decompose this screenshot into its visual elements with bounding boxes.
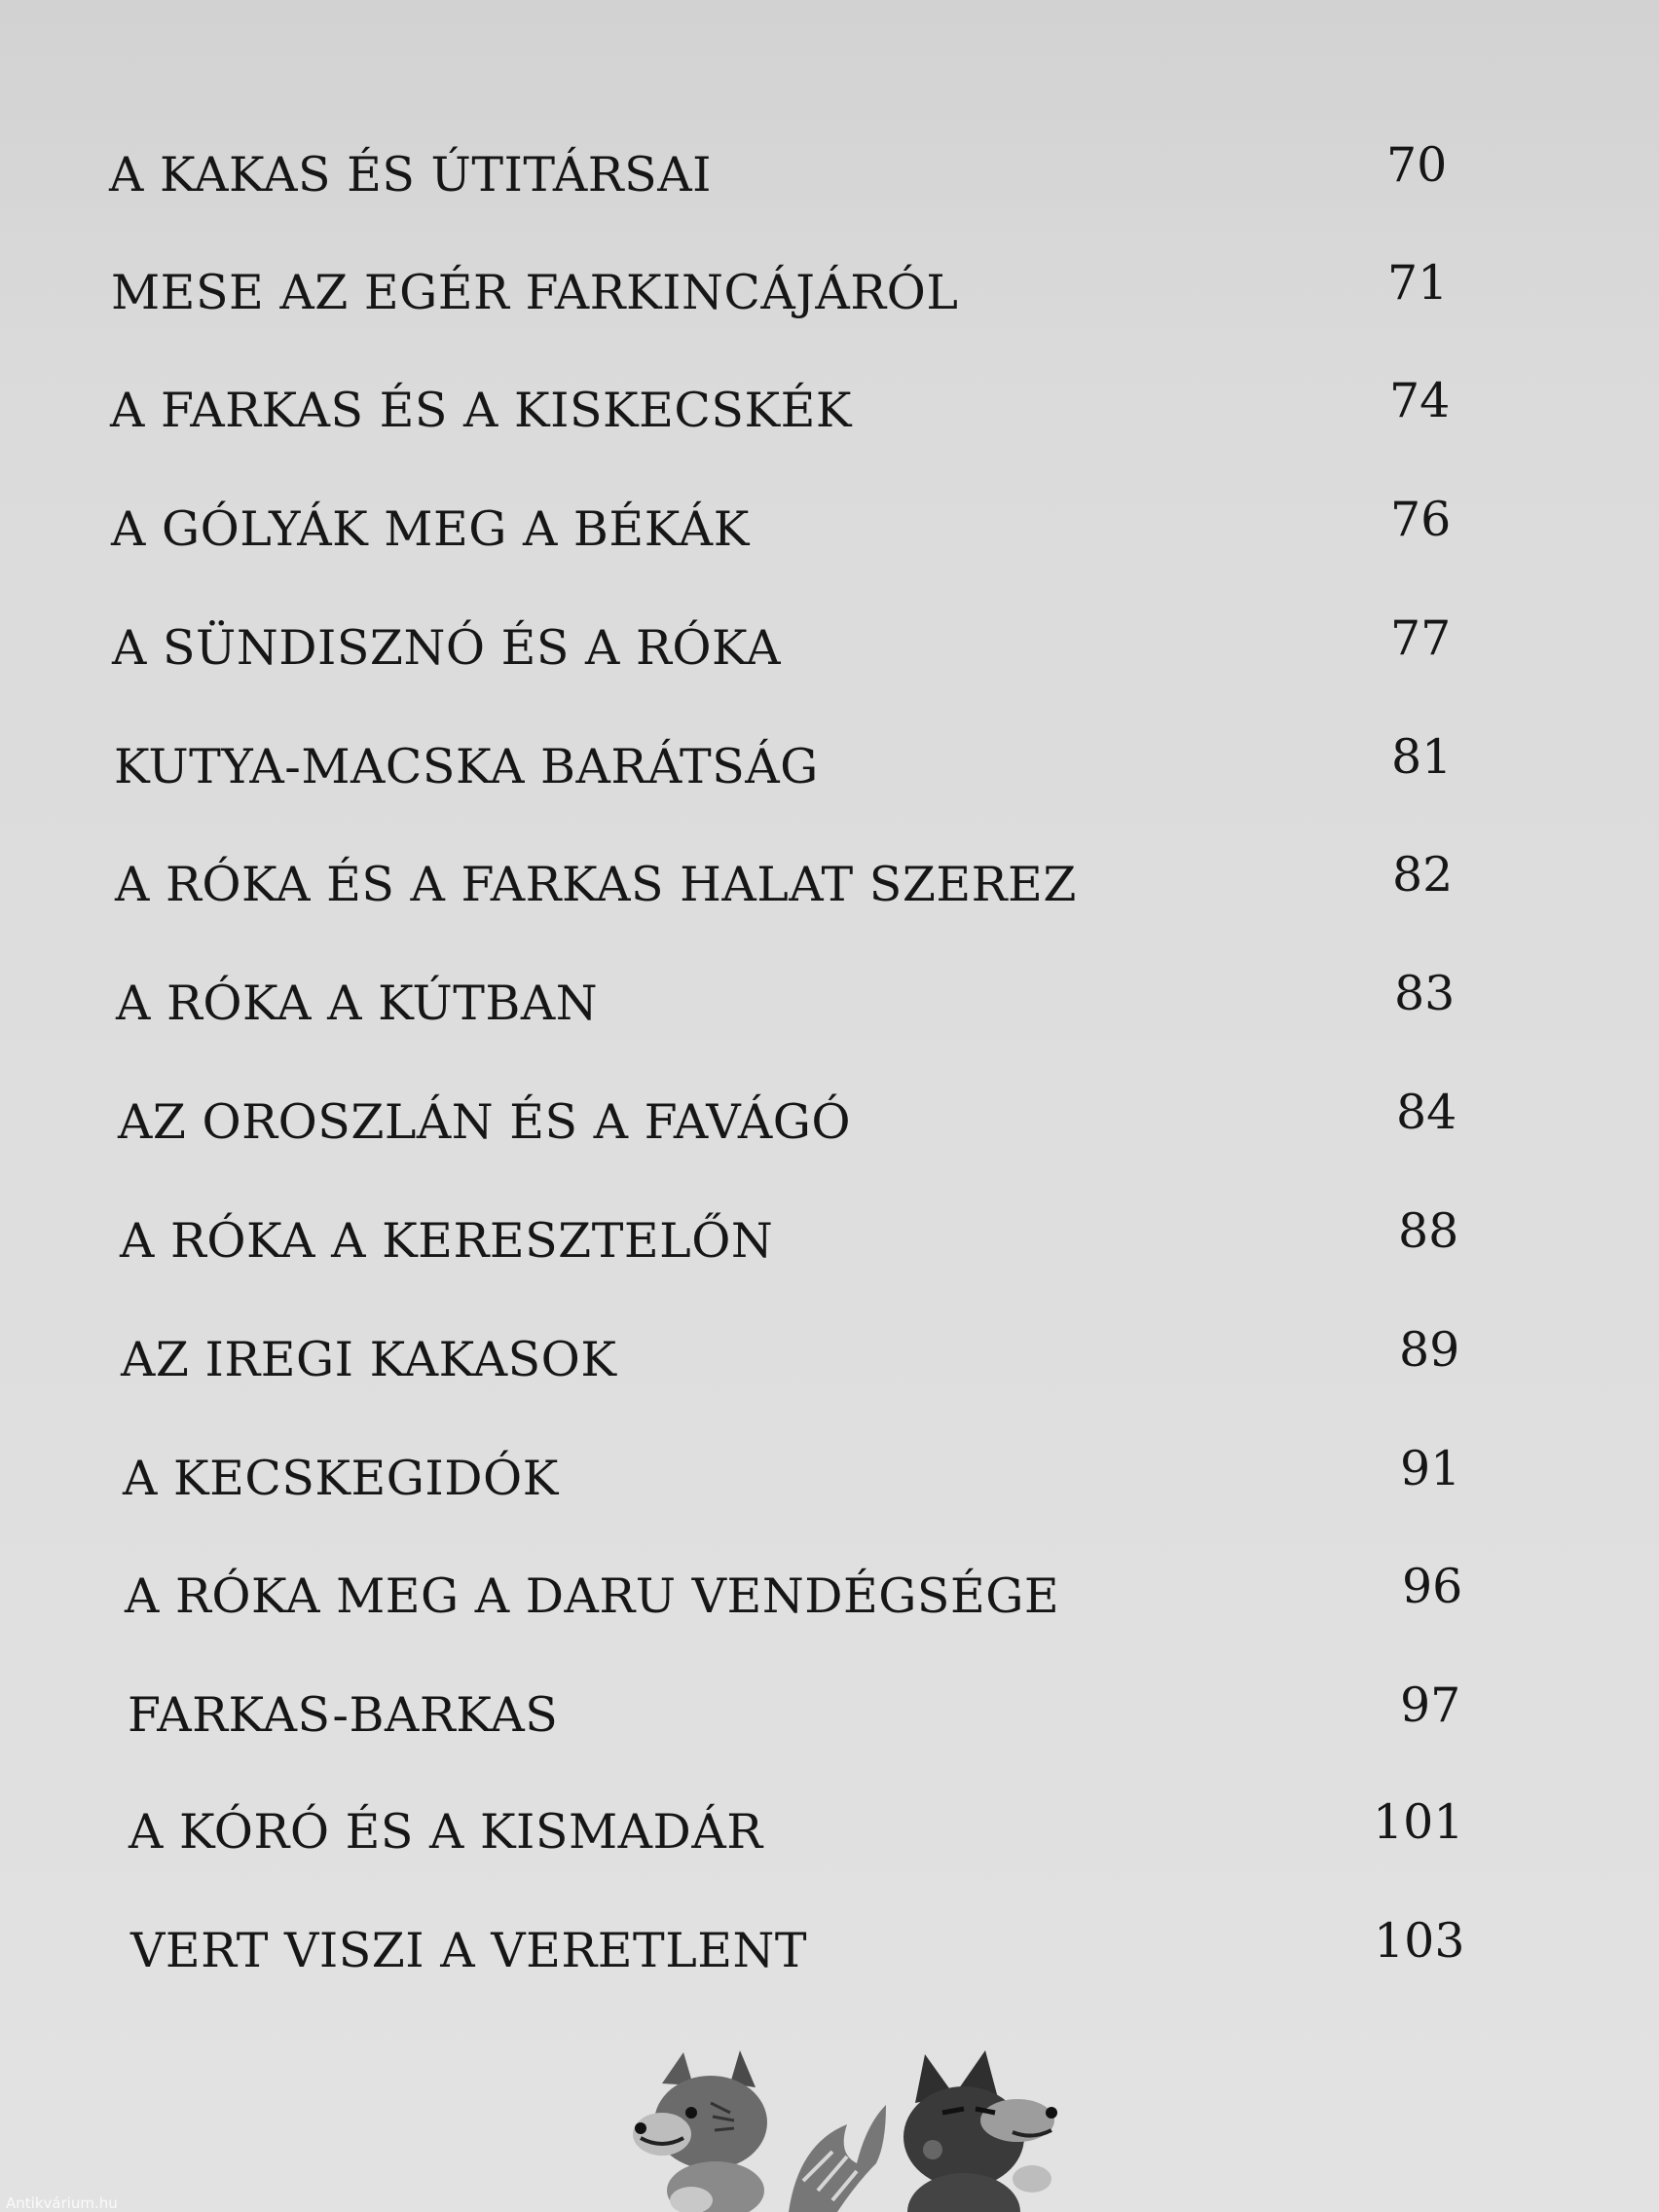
toc-entry-page: 88: [1398, 1203, 1459, 1259]
right-wolf-icon: [903, 2050, 1057, 2212]
toc-entry-page: 96: [1402, 1559, 1463, 1614]
toc-entry-title: A RÓKA MEG A DARU VENDÉGSÉGE: [125, 1568, 1060, 1624]
toc-entry-page: 84: [1396, 1085, 1457, 1140]
toc-entry-title: A KÓRÓ ÉS A KISMADÁR: [129, 1804, 763, 1860]
toc-entry-page: 70: [1386, 137, 1448, 193]
toc-entry-title: AZ OROSZLÁN ÉS A FAVÁGÓ: [118, 1094, 852, 1150]
toc-entry-title: FARKAS-BARKAS: [128, 1687, 559, 1743]
tail-icon: [789, 2105, 886, 2212]
toc-entry-title: A RÓKA A KÚTBAN: [116, 976, 599, 1031]
watermark-text: Antikvárium.hu: [6, 2194, 118, 2212]
toc-entry-page: 77: [1390, 610, 1452, 666]
toc-entry-page: 74: [1389, 373, 1451, 428]
toc-entry-title: A RÓKA ÉS A FARKAS HALAT SZEREZ: [115, 857, 1077, 912]
toc-entry-page: 71: [1387, 255, 1449, 311]
toc-entry-page: 91: [1400, 1441, 1461, 1496]
toc-entry-title: A KECSKEGIDÓK: [123, 1451, 559, 1506]
toc-entry-title: KUTYA-MACSKA BARÁTSÁG: [114, 739, 819, 794]
toc-entry-page: 97: [1400, 1677, 1461, 1733]
toc-entry-page: 89: [1399, 1322, 1460, 1378]
toc-entry-title: A SÜNDISZNÓ ÉS A RÓKA: [112, 620, 782, 676]
toc-entry-page: 103: [1374, 1913, 1465, 1969]
toc-entry-page: 81: [1391, 729, 1453, 785]
toc-entry-page: 82: [1392, 847, 1454, 903]
toc-entry-title: AZ IREGI KAKASOK: [121, 1332, 617, 1387]
left-wolf-icon: [633, 2050, 767, 2212]
toc-entry-title: A KAKAS ÉS ÚTITÁRSAI: [109, 147, 712, 203]
wolves-illustration: [623, 2045, 1071, 2212]
toc-entry-title: MESE AZ EGÉR FARKINCÁJÁRÓL: [111, 265, 959, 320]
toc-entry-page: 101: [1373, 1794, 1464, 1850]
toc-entry-title: A FARKAS ÉS A KISKECSKÉK: [110, 383, 852, 438]
toc-entry-page: 83: [1394, 966, 1456, 1021]
toc-entry-page: 76: [1390, 492, 1452, 547]
toc-entry-title: A GÓLYÁK MEG A BÉKÁK: [111, 501, 750, 557]
toc-entry-title: A RÓKA A KERESZTELŐN: [120, 1213, 774, 1269]
toc-entry-title: VERT VISZI A VERETLENT: [130, 1923, 808, 1978]
